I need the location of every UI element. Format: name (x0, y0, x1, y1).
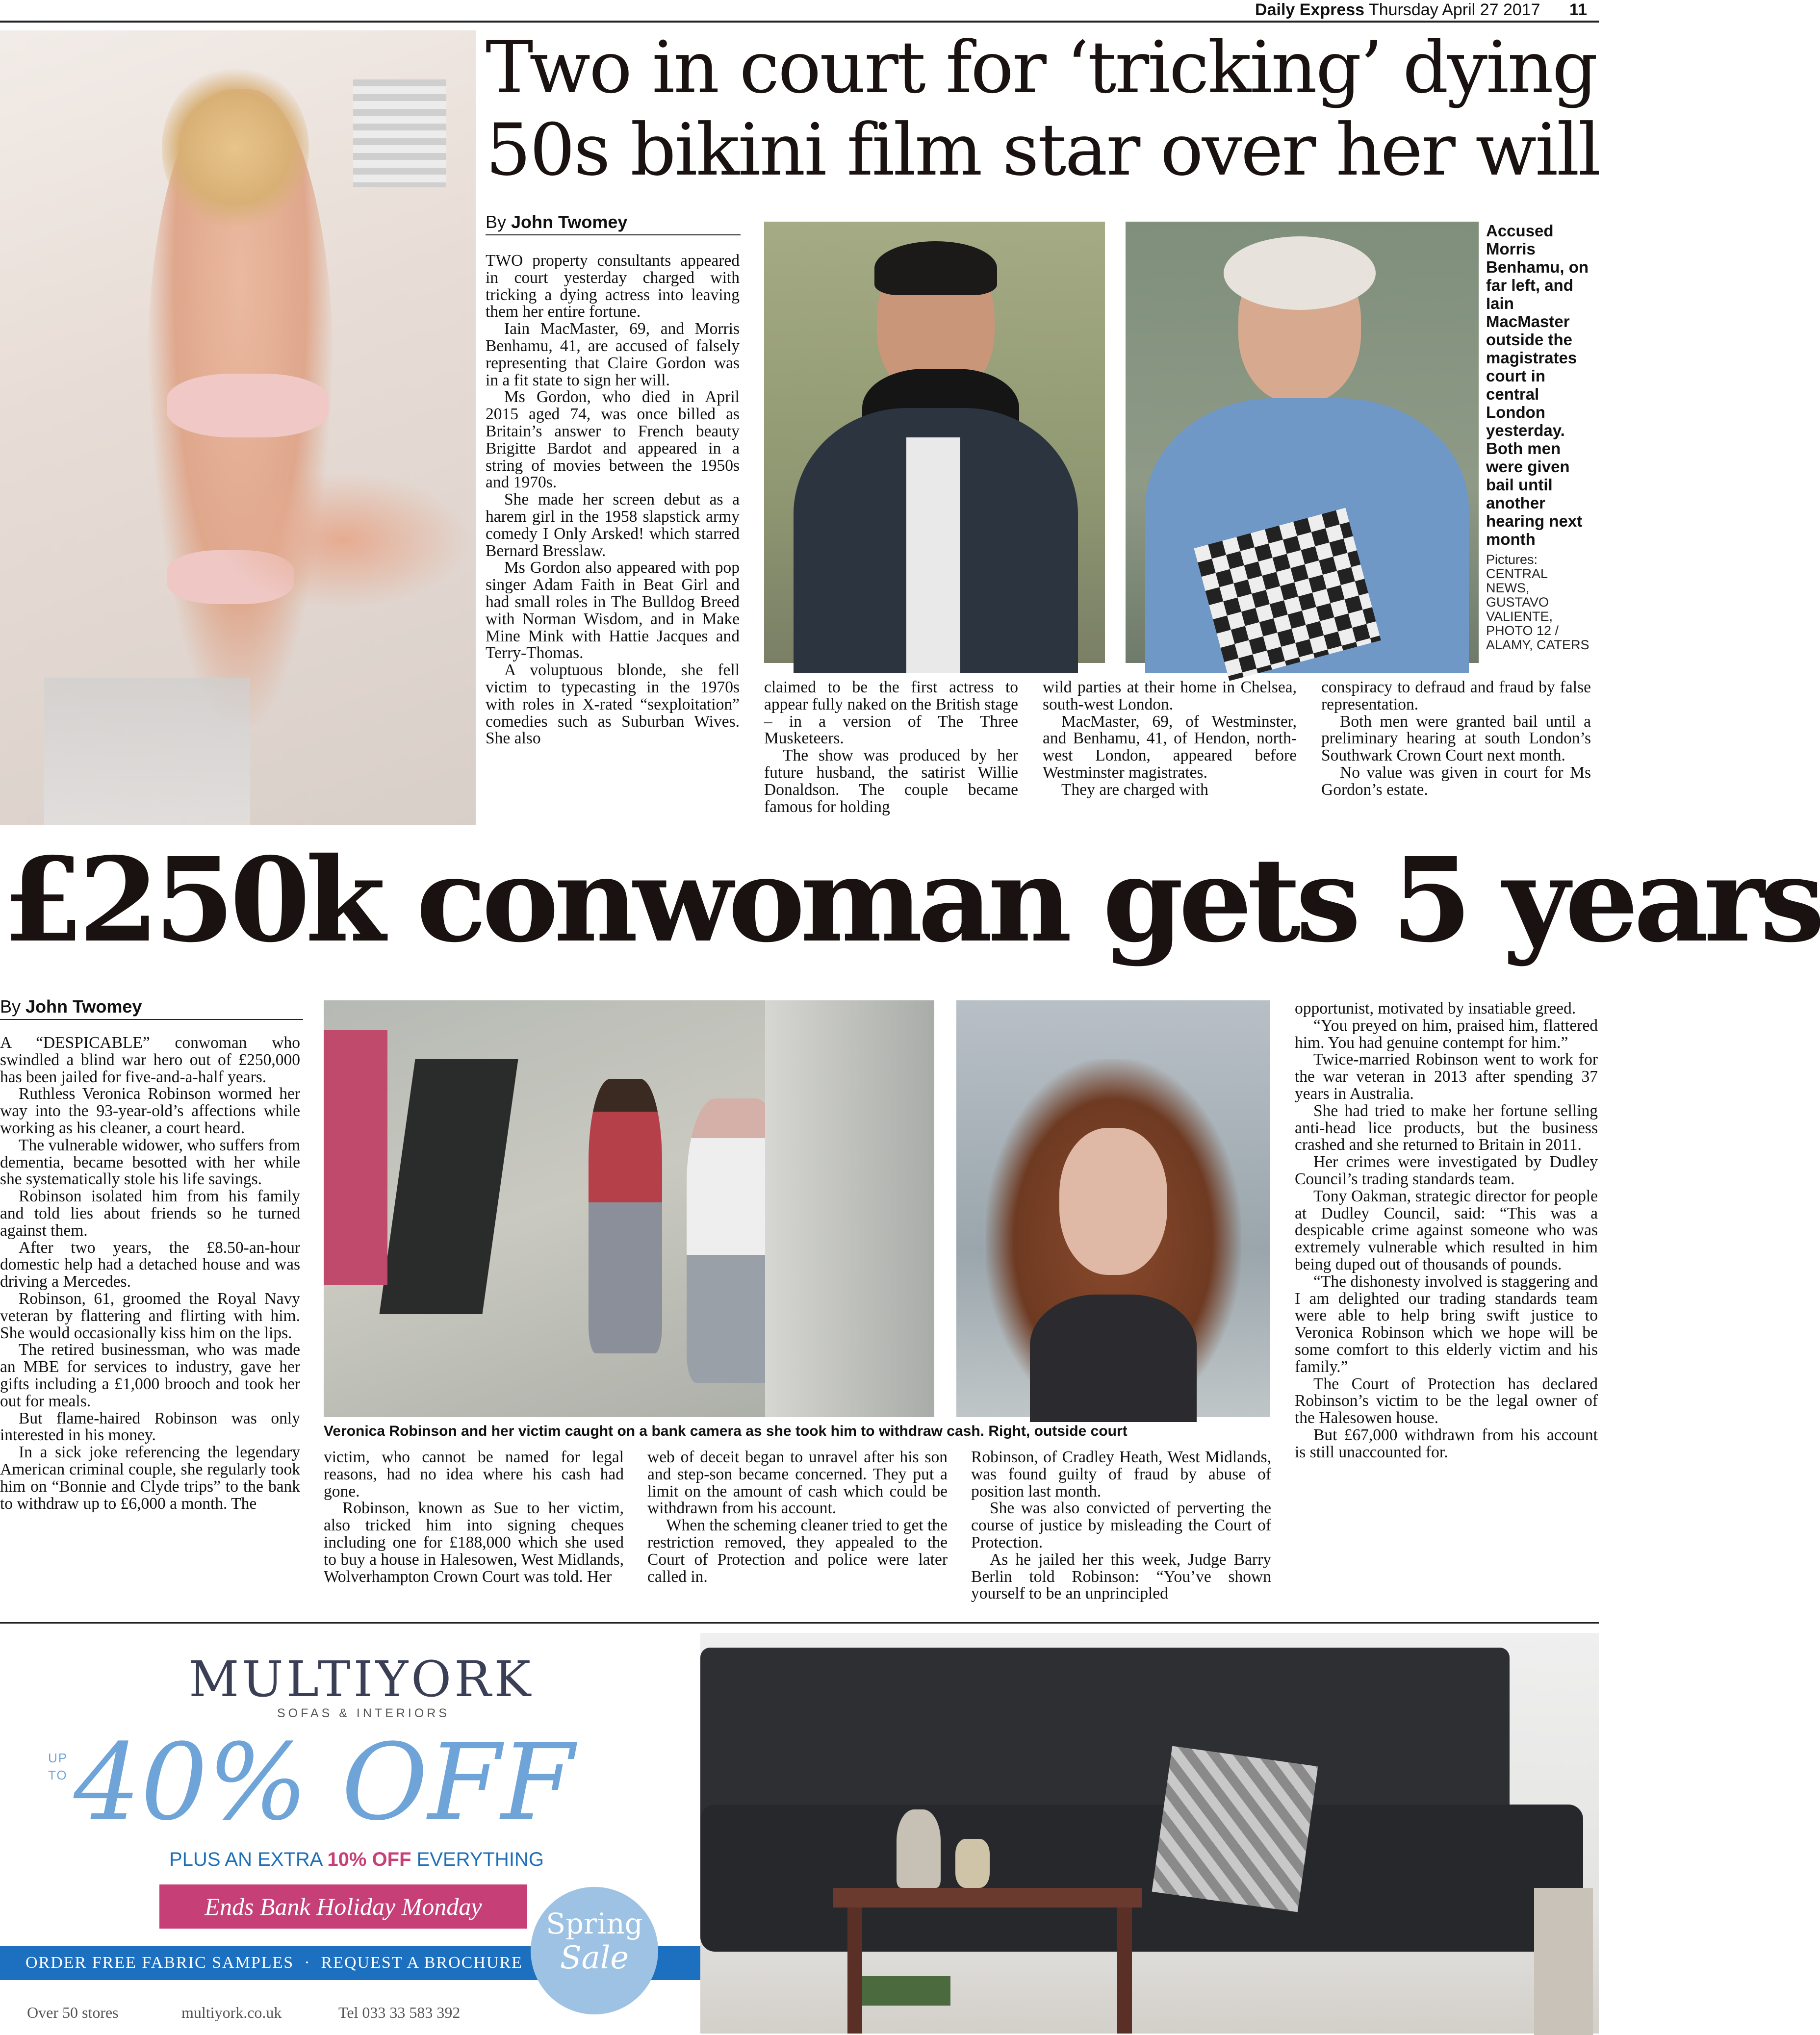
paragraph: Robinson, 61, groomed the Royal Navy veteran by flattering and flirting with him. She would occasionally kiss him on the lips. (0, 1289, 300, 1342)
paragraph: No value was given in court for Ms Gordon’s estate. (1321, 763, 1591, 799)
multiyork-advert (0, 1633, 1599, 2034)
ad-extra-prefix: PLUS AN EXTRA (169, 1849, 328, 1870)
actress-photo (0, 30, 476, 825)
paragraph: claimed to be the first actress to appear fully naked on the British stage – in a version of The Three Musketeers. (764, 678, 1018, 748)
story2-column-2 (324, 1449, 624, 1611)
paragraph: “You preyed on him, praised him, flattered him. You had genuine contempt for him.” (1295, 1016, 1598, 1052)
paragraph: After two years, the £8.50-an-hour domestic help had a detached house and was driving a Mercedes. (0, 1238, 300, 1291)
spring-sale-badge (531, 1887, 658, 2014)
paragraph: But £67,000 withdrawn from his account is still unaccounted for. (1295, 1425, 1598, 1461)
paragraph: But flame-haired Robinson was only interested in his money. (0, 1409, 300, 1445)
paragraph: She was also convicted of perverting the course of justice by misleading the Court of Protection. (971, 1499, 1271, 1552)
ad-to: TO (48, 1768, 68, 1782)
ad-cta: ORDER FREE FABRIC SAMPLES · REQUEST A BROCHURE (26, 1954, 523, 1972)
sale-text: Sale (560, 1940, 629, 1976)
benhamu-photo (764, 222, 1105, 663)
top-rule (0, 21, 1599, 23)
paragraph: wild parties at their home in Chelsea, south-west London. (1043, 678, 1297, 713)
paragraph: MacMaster, 69, of Westminster, and Benhamu, 41, of Hendon, north-west London, appeared before Westminster magistrates. (1043, 712, 1297, 782)
paragraph: The Court of Protection has declared Robinson’s victim to be the legal owner of the Halesowen house. (1295, 1374, 1598, 1427)
story1-headline-line2: 50s bikini film star over her will (486, 108, 1600, 192)
ad-extra-highlight: 10% OFF (327, 1849, 411, 1870)
paragraph: Ms Gordon, who died in April 2015 aged 74, was once billed as Britain’s answer to French beauty Brigitte Bardot and appeared in a string of movies between the 1950s and 1970s. (486, 388, 740, 492)
byline-author: John Twomey (26, 996, 142, 1017)
story1-column-1 (486, 253, 740, 826)
ad-extra-suffix: EVERYTHING (411, 1849, 544, 1870)
paragraph: A voluptuous blonde, she fell victim to typecasting in the 1970s with roles in X-rated “sexploitation” comedies such as Suburban Wives. She also (486, 661, 740, 748)
paragraph: She had tried to make her fortune selling anti-head lice products, but the business crashed and she returned to Britain in 2011. (1295, 1101, 1598, 1154)
story1-column-2 (764, 679, 1018, 826)
macmaster-photo (1126, 222, 1479, 663)
issue-date: Thursday April 27 2017 (1368, 0, 1540, 19)
paragraph: TWO property consultants appeared in court yesterday charged with tricking a dying actress into leaving them her entire fortune. (486, 252, 740, 321)
story2-byline (0, 996, 142, 1017)
paragraph: She made her screen debut as a harem girl in the 1958 slapstick army comedy I Only Arsked! which starred Bernard Bresslaw. (486, 490, 740, 560)
paragraph: Ruthless Veronica Robinson wormed her way into the 93-year-old’s affections while working as his cleaner, a court heard. (0, 1085, 300, 1137)
paper-name: Daily Express (1255, 0, 1365, 19)
story2-headline: £250k conwoman gets 5 years (3, 832, 1820, 968)
paragraph: Twice-married Robinson went to work for the war veteran in 2013 after spending 37 years in Australia. (1295, 1050, 1598, 1103)
robinson-court-photo (956, 1000, 1270, 1417)
story2-column-3 (647, 1449, 948, 1611)
ad-website: multiyork.co.uk (181, 2004, 282, 2021)
paragraph: conspiracy to defraud and fraud by false representation. (1321, 678, 1591, 713)
byline-prefix: By (0, 996, 21, 1017)
ad-stores: Over 50 stores (27, 2004, 119, 2021)
paragraph: In a sick joke referencing the legendary American criminal couple, she regularly took him on “Bonnie and Clyde trips” to the bank to withdraw up to £6,000 a month. The (0, 1443, 300, 1513)
picture-credit: Pictures: CENTRAL NEWS, GUSTAVO VALIENTE, PHOTO 12 / ALAMY, CATERS (1486, 552, 1589, 652)
paragraph: web of deceit began to unravel after his son and step-son became concerned. They put a limit on the amount of cash which could be withdrawn from his account. (647, 1448, 948, 1518)
paragraph: opportunist, motivated by insatiable greed. (1295, 999, 1576, 1018)
paragraph: victim, who cannot be named for legal reasons, had no idea where his cash had gone. (324, 1448, 624, 1501)
paragraph: A “DESPICABLE” conwoman who swindled a blind war hero out of £250,000 has been jailed for five-and-a-half years. (0, 1034, 300, 1086)
ad-telephone: Tel 033 33 583 392 (338, 2004, 461, 2021)
story2-caption: Veronica Robinson and her victim caught on a bank camera as she took him to withdraw cash. Right, outside court (324, 1423, 1128, 1439)
page-folio (1255, 0, 1587, 20)
paragraph: The show was produced by her future husband, the satirist Willie Donaldson. The couple became famous for holding (764, 746, 1018, 816)
story2-column-1 (0, 1035, 300, 1608)
paragraph: Iain MacMaster, 69, and Morris Benhamu, 41, are accused of falsely representing that Claire Gordon was in a fit state to sign her will. (486, 320, 740, 389)
byline-author: John Twomey (511, 212, 628, 232)
story1-caption: Accused Morris Benhamu, on far left, and Iain MacMaster outside the magistrates court in central London yesterday. Both men were given bail until another hearing next month (1486, 222, 1589, 548)
ad-extra-offer (169, 1849, 544, 1871)
ad-offer: 40% OFF (74, 1721, 574, 1844)
story2-column-5 (1295, 1000, 1598, 1611)
byline-rule (486, 234, 741, 235)
page-number: 11 (1569, 0, 1587, 19)
paragraph: When the scheming cleaner tried to get the restriction removed, they appealed to the Court of Protection and police were later called in. (647, 1516, 948, 1586)
story1-byline (486, 212, 627, 232)
ad-brand: MULTIYORK (189, 1651, 534, 1708)
ad-divider-rule (0, 1622, 1599, 1624)
paragraph: Tony Oakman, strategic director for people at Dudley Council, said: “This was a despicable crime against someone who was extremely vulnerable which resulted in him being duped out of thousands of pounds. (1295, 1187, 1598, 1273)
paragraph: “The dishonesty involved is staggering and I am delighted our trading standards team were able to help bring swift justice to Veronica Robinson which we hope will be some comfort to this elderly victim and his family.” (1295, 1272, 1598, 1376)
paragraph: Ms Gordon also appeared with pop singer Adam Faith in Beat Girl and had small roles in The Bulldog Breed with Norman Wisdom, and in Make Mine Mink with Hattie Jacques and Terry-Thomas. (486, 559, 740, 662)
story2-column-4 (971, 1449, 1271, 1611)
ad-tagline: SOFAS & INTERIORS (277, 1706, 450, 1720)
paragraph: Both men were granted bail until a preliminary hearing at south London’s Southwark Crown Court next month. (1321, 712, 1591, 765)
sofa-photo (700, 1633, 1599, 2034)
byline-rule (0, 1019, 303, 1020)
paragraph: The retired businessman, who was made an MBE for services to industry, gave her gifts including a £1,000 brooch and took her out for meals. (0, 1341, 300, 1410)
ad-up: UP (48, 1751, 68, 1765)
bank-camera-photo (324, 1000, 934, 1417)
paragraph: As he jailed her this week, Judge Barry Berlin told Robinson: “You’ve shown yourself to be an unprincipled (971, 1550, 1271, 1603)
paragraph: Robinson isolated him from his family and told lies about friends so he turned against them. (0, 1187, 300, 1240)
byline-prefix: By (486, 212, 507, 232)
ad-banner: Ends Bank Holiday Monday (159, 1884, 527, 1929)
story1-column-3 (1043, 679, 1297, 826)
paragraph: Robinson, known as Sue to her victim, also tricked him into signing cheques including one for £188,000 which she used to buy a house in Halesowen, West Midlands, Wolverhampton Crown Court was told. Her (324, 1499, 624, 1586)
paragraph: They are charged with (1061, 780, 1208, 799)
story1-column-4 (1321, 679, 1591, 826)
story1-headline-line1: Two in court for ‘tricking’ dying (486, 26, 1597, 109)
paragraph: Her crimes were investigated by Dudley Council’s trading standards team. (1295, 1153, 1598, 1188)
spring-text: Spring (546, 1907, 643, 1940)
paragraph: The vulnerable widower, who suffers from dementia, became besotted with her while she systematically stole his life savings. (0, 1136, 300, 1189)
paragraph: Robinson, of Cradley Heath, West Midlands, was found guilty of fraud by abuse of position last month. (971, 1448, 1271, 1501)
